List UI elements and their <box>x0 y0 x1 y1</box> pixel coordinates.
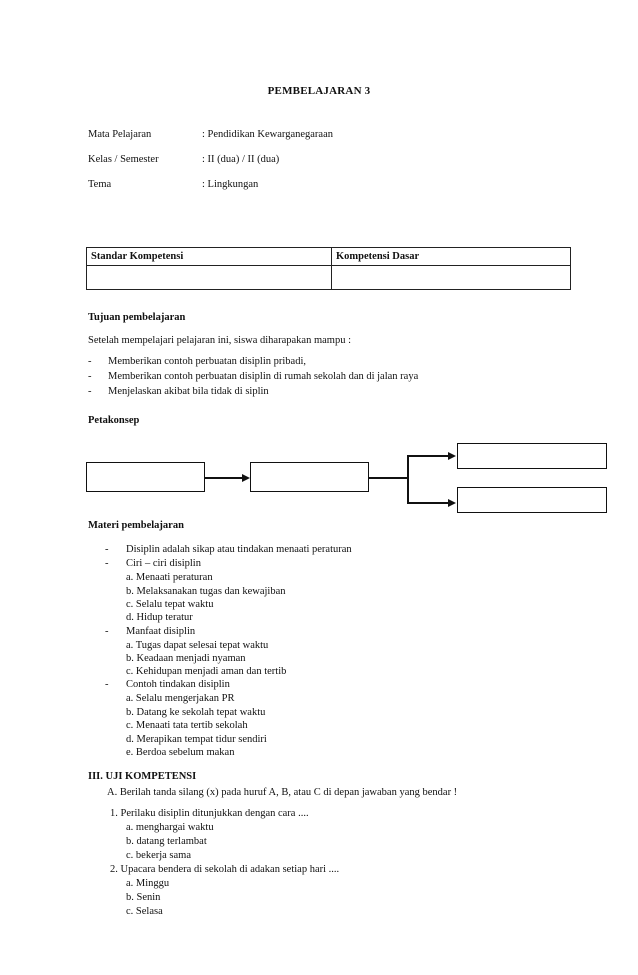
tujuan-heading: Tujuan pembelajaran <box>88 312 186 323</box>
kelas-label: Kelas / Semester <box>88 154 159 165</box>
ciri-heading: Ciri – ciri disiplin <box>126 558 201 569</box>
question-1: 1. Perilaku disiplin ditunjukkan dengan cara .... <box>110 808 309 819</box>
list-item: Memberikan contoh perbuatan disiplin di rumah sekolah dan di jalan raya <box>108 371 419 382</box>
list-item: Memberikan contoh perbuatan disiplin pribadi, <box>108 356 306 367</box>
list-item-dash: - <box>105 626 109 637</box>
list-item: Menjelaskan akibat bila tidak di siplin <box>108 386 269 397</box>
list-item: a. Selalu mengerjakan PR <box>126 693 235 704</box>
table-header-row <box>87 248 571 266</box>
standar-kompetensi-header: Standar Kompetensi <box>87 248 332 266</box>
option-item: c. Selasa <box>126 906 163 917</box>
petakonsep-heading: Petakonsep <box>88 415 140 426</box>
kelas-value: : II (dua) / II (dua) <box>202 154 280 165</box>
mapel-label: Mata Pelajaran <box>88 129 152 140</box>
tema-value: : Lingkungan <box>202 179 259 190</box>
kompetensi-dasar-header: Kompetensi Dasar <box>332 248 571 266</box>
option-item: a. Minggu <box>126 878 170 889</box>
concept-box-2 <box>250 462 369 492</box>
mapel-value: : Pendidikan Kewarganegaraan <box>202 129 334 140</box>
concept-box-1 <box>86 462 205 492</box>
option-item: b. Senin <box>126 892 161 903</box>
arrow-right-icon <box>448 452 456 460</box>
list-item: c. Selalu tepat waktu <box>126 599 214 610</box>
connector-line <box>205 477 243 479</box>
list-item: c. Menaati tata tertib sekolah <box>126 720 248 731</box>
connector-line <box>369 477 407 479</box>
list-item-dash: - <box>105 544 109 555</box>
arrow-right-icon <box>448 499 456 507</box>
list-item: b. Keadaan menjadi nyaman <box>126 653 246 664</box>
list-item: d. Merapikan tempat tidur sendiri <box>126 734 267 745</box>
list-item: e. Berdoa sebelum makan <box>126 747 235 758</box>
table-row <box>87 266 571 290</box>
list-item-dash: - <box>105 558 109 569</box>
list-item-dash: - <box>88 371 92 382</box>
tema-label: Tema <box>88 179 112 190</box>
competency-table <box>86 247 571 290</box>
list-item-dash: - <box>88 386 92 397</box>
page-title: PEMBELAJARAN 3 <box>267 85 371 97</box>
tujuan-intro: Setelah mempelajari pelajaran ini, siswa diharapakan mampu : <box>88 335 351 346</box>
list-item-dash: - <box>88 356 92 367</box>
arrow-right-icon <box>242 474 250 482</box>
list-item: a. Menaati peraturan <box>126 572 213 583</box>
manfaat-heading: Manfaat disiplin <box>126 626 196 637</box>
option-item: a. menghargai waktu <box>126 822 214 833</box>
uji-instruction: A. Berilah tanda silang (x) pada huruf A, B, atau C di depan jawaban yang bendar ! <box>107 787 458 798</box>
materi-heading: Materi pembelajaran <box>88 520 184 531</box>
question-2: 2. Upacara bendera di sekolah di adakan setiap hari .... <box>110 864 340 875</box>
contoh-heading: Contoh tindakan disiplin <box>126 679 230 690</box>
concept-box-4 <box>457 487 607 513</box>
materi-definition: Disiplin adalah sikap atau tindakan menaati peraturan <box>126 544 352 555</box>
option-item: b. datang terlambat <box>126 836 207 847</box>
kompetensi-dasar-cell <box>332 266 571 290</box>
list-item: b. Melaksanakan tugas dan kewajiban <box>126 586 286 597</box>
option-item: c. bekerja sama <box>126 850 192 861</box>
standar-kompetensi-cell <box>87 266 332 290</box>
list-item-dash: - <box>105 679 109 690</box>
list-item: d. Hidup teratur <box>126 612 193 623</box>
concept-box-3 <box>457 443 607 469</box>
uji-heading: III. UJI KOMPETENSI <box>88 771 197 782</box>
list-item: a. Tugas dapat selesai tepat waktu <box>126 640 269 651</box>
connector-branch <box>407 455 409 503</box>
connector-line <box>407 502 449 504</box>
list-item: c. Kehidupan menjadi aman dan tertib <box>126 666 287 677</box>
list-item: b. Datang ke sekolah tepat waktu <box>126 707 266 718</box>
connector-line <box>407 455 449 457</box>
